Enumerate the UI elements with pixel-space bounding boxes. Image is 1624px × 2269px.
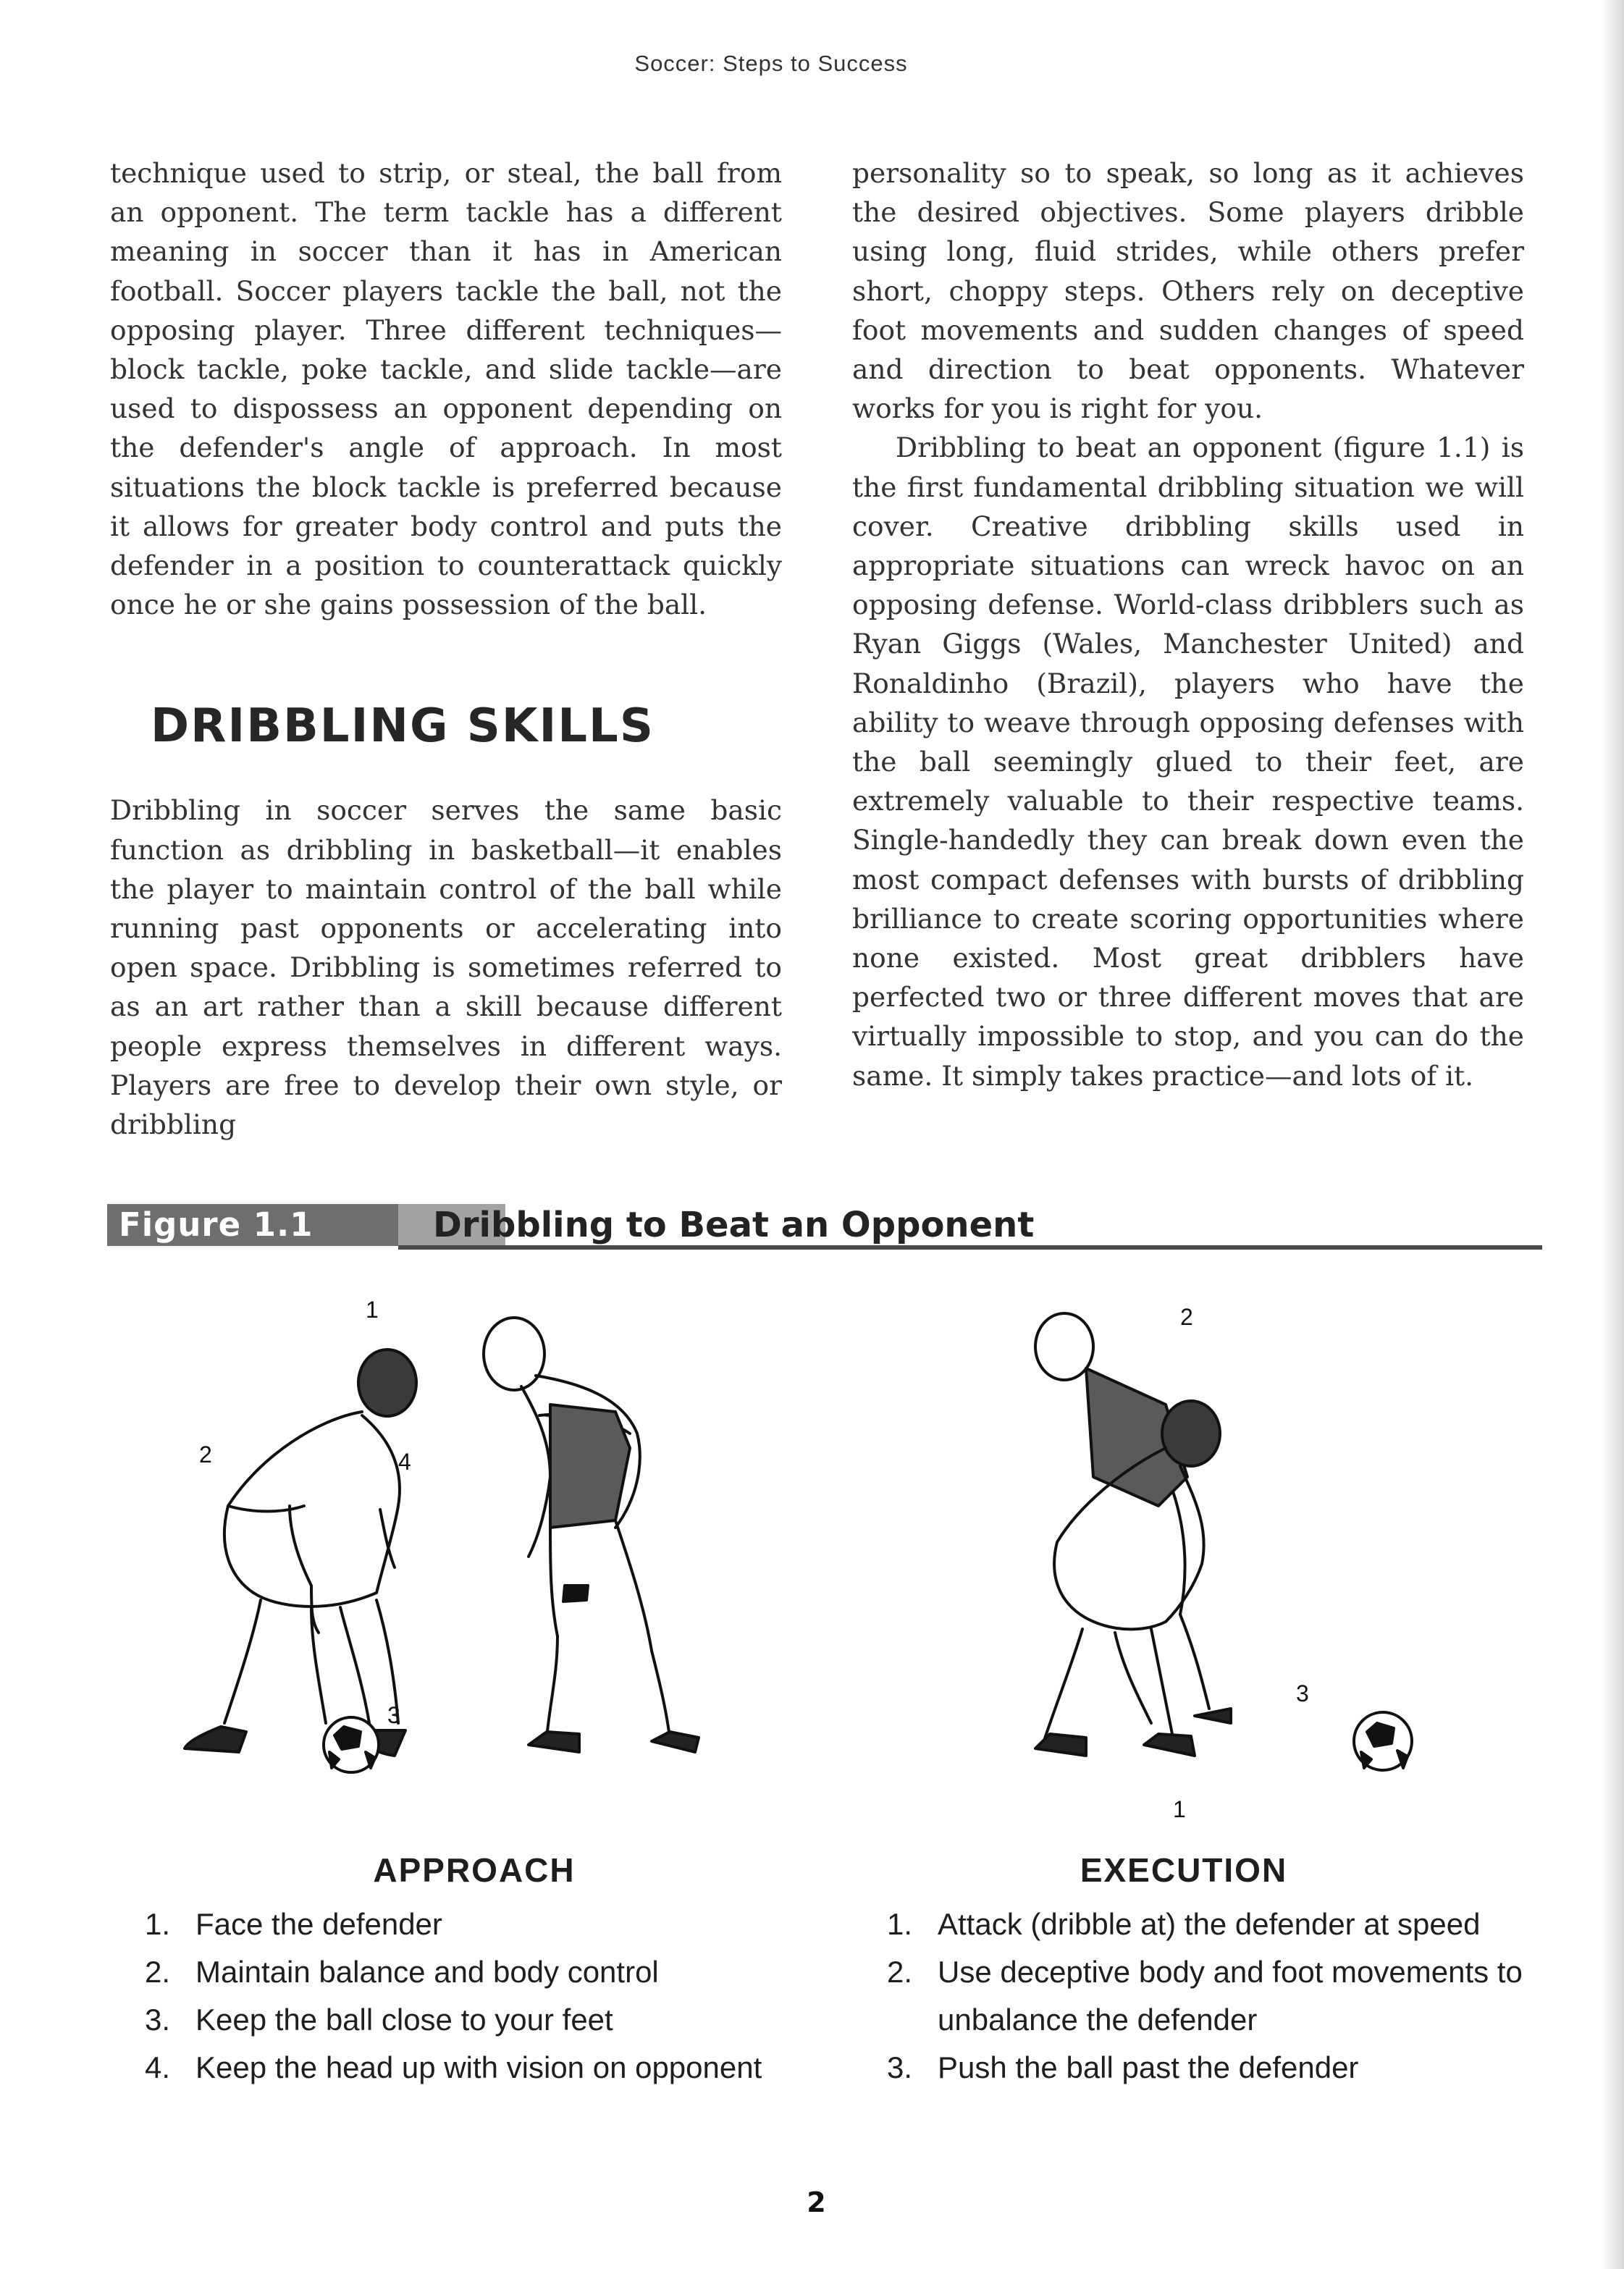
- execution-illustration: [977, 1289, 1557, 1824]
- list-item: [887, 2044, 1539, 2092]
- callout-1: 1: [1173, 1796, 1186, 1822]
- defender-figure: [484, 1318, 699, 1752]
- body-paragraph: Dribbling to beat an opponent (figure 1.1) is the first fundamental dribbling situation we will cover. Creative dribbling skills used in appropriate situations can wreck havoc on an opposing defense. World-class dribblers such as Ryan Giggs (Wales, Manchester United) and Ronaldinho (Brazil), players who have the ability to weave through opposing defenses with the ball seemingly glued to their feet, are extremely valuable to their respective teams. Single-handedly they can break down even the most compact defenses with bursts of dribbling brilliance to create scoring opportunities where none existed. Most great dribblers have perfected two or three different moves that are virtually impossible to stop, and you can do the same. It simply takes practice—and lots of it.: [852, 432, 1524, 1092]
- step-text: Use deceptive body and foot movements to unbalance the defender: [938, 1955, 1523, 2037]
- callout-1: 1: [366, 1297, 379, 1323]
- callout-3: 3: [1296, 1680, 1309, 1706]
- left-column: [110, 153, 782, 1144]
- step-number: 1.: [145, 1907, 171, 1941]
- step-text: Face the defender: [195, 1907, 442, 1941]
- body-paragraph: Dribbling in soccer serves the same basic function as dribbling in basketball—it enables the player to maintain control of the ball while running past opponents or accelerating into open space. Dribbling is sometimes referred to as an art rather than a skill because different people express themselves in different ways. Players are free to develop their own style, or dribbling: [110, 794, 782, 1141]
- step-number: 2.: [887, 1955, 913, 1989]
- list-item: [145, 1996, 811, 2044]
- callout-3: 3: [387, 1702, 400, 1728]
- section-heading: DRIBBLING SKILLS: [151, 699, 655, 754]
- step-text: Maintain balance and body control: [195, 1955, 659, 1989]
- step-text: Push the ball past the defender: [938, 2050, 1359, 2084]
- approach-steps: [145, 1850, 811, 2092]
- execution-step-list: [887, 1900, 1539, 2092]
- figure-label: Figure 1.1: [107, 1204, 398, 1246]
- step-number: 1.: [887, 1907, 913, 1941]
- body-paragraph: personality so to speak, so long as it achieves the desired objectives. Some players dribble using long, fluid strides, while others prefer short, choppy steps. Others rely on deceptive foot movements and sudden changes of speed and direction to beat opponents. Whatever works for you is right for you.: [852, 157, 1524, 425]
- soccer-ball: [324, 1717, 379, 1772]
- list-item: [145, 1948, 811, 1996]
- step-text: Keep the ball close to your feet: [195, 2003, 613, 2037]
- figure-header: [107, 1204, 1542, 1246]
- page-edge-shadow: [1602, 0, 1624, 2269]
- approach-step-list: [145, 1900, 811, 2092]
- step-number: 2.: [145, 1955, 171, 1989]
- list-item: [145, 2044, 811, 2092]
- step-text: Attack (dribble at) the defender at speed: [938, 1907, 1481, 1941]
- soccer-ball: [1354, 1712, 1412, 1770]
- execution-title: EXECUTION: [1080, 1851, 1288, 1889]
- step-number: 4.: [145, 2050, 171, 2084]
- callout-4: 4: [398, 1449, 411, 1475]
- step-text: Keep the head up with vision on opponent: [195, 2050, 762, 2084]
- right-column: [852, 153, 1524, 1095]
- attacker-figure: [185, 1350, 416, 1756]
- callout-2: 2: [199, 1441, 212, 1468]
- approach-title: APPROACH: [373, 1851, 576, 1889]
- body-paragraph: technique used to strip, or steal, the ball from an opponent. The term tackle has a different meaning in soccer than it has in American football. Soccer players tackle the ball, not the opposing player. Three different techniques—block tackle, poke tackle, and slide tackle—are used to dispossess an opponent depending on the defender's angle of approach. In most situations the block tackle is preferred because it allows for greater body control and puts the defender in a position to counterattack quickly once he or she gains possession of the ball.: [110, 157, 782, 621]
- callout-2: 2: [1180, 1304, 1193, 1330]
- list-item: [887, 1948, 1539, 2044]
- execution-steps: [887, 1850, 1539, 2092]
- step-number: 3.: [145, 2003, 171, 2037]
- running-head: Soccer: Steps to Success: [634, 51, 908, 76]
- approach-illustration: [145, 1289, 782, 1796]
- list-item: [887, 1900, 1539, 1948]
- list-item: [145, 1900, 811, 1948]
- step-number: 3.: [887, 2050, 913, 2084]
- figure-title: Dribbling to Beat an Opponent: [433, 1205, 1035, 1245]
- page-number: 2: [807, 2186, 826, 2218]
